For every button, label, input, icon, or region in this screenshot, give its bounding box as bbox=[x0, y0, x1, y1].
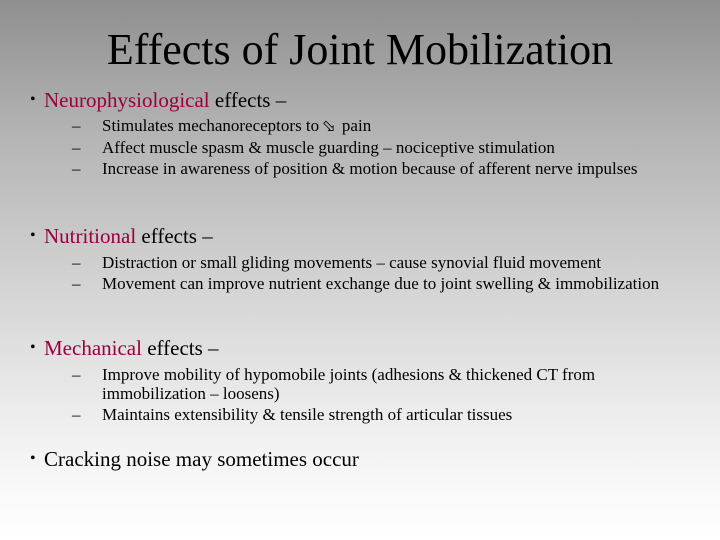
dash-icon: – bbox=[72, 365, 81, 384]
dash-icon: – bbox=[72, 159, 81, 178]
bullet-highlight: Mechanical bbox=[44, 336, 142, 360]
sub-item bbox=[72, 253, 702, 272]
dash-icon: – bbox=[72, 405, 81, 424]
bullet-icon: • bbox=[30, 91, 36, 108]
bullet-text: Cracking noise may sometimes occur bbox=[44, 447, 359, 471]
down-arrow-icon: ⇩ bbox=[318, 115, 343, 140]
bullet-text: effects – bbox=[136, 224, 213, 248]
sub-item-text: Distraction or small gliding movements – cause synovial fluid movement bbox=[102, 253, 602, 272]
sub-item bbox=[72, 365, 702, 403]
bullet-text: effects – bbox=[209, 88, 287, 112]
sub-item-text: pain bbox=[337, 116, 372, 135]
bullet-icon: • bbox=[30, 227, 36, 244]
sub-item-text: Improve mobility of hypomobile joints (adhesions & thickened CT from immobilization – loosens) bbox=[102, 365, 596, 403]
bullet-nutritional bbox=[30, 224, 213, 248]
bullet-cracking-noise bbox=[30, 447, 359, 471]
sub-item bbox=[72, 115, 702, 140]
bullet-icon: • bbox=[30, 450, 36, 467]
dash-icon: – bbox=[72, 138, 81, 157]
sub-list-mechanical bbox=[72, 365, 702, 426]
dash-icon: – bbox=[72, 274, 81, 293]
bullet-text: effects – bbox=[141, 336, 219, 360]
sub-item-text: Stimulates mechanoreceptors to bbox=[102, 116, 324, 135]
sub-item bbox=[72, 274, 702, 293]
sub-item bbox=[72, 138, 702, 157]
dash-icon: – bbox=[72, 116, 81, 135]
bullet-highlight: Nutritional bbox=[44, 224, 137, 248]
bullet-highlight: Neurophysiological bbox=[44, 88, 210, 112]
sub-item bbox=[72, 159, 702, 178]
bullet-icon: • bbox=[30, 339, 36, 356]
sub-item-text: Increase in awareness of position & motion because of afferent nerve impulses bbox=[102, 159, 638, 178]
sub-list-nutritional bbox=[72, 253, 702, 295]
dash-icon: – bbox=[72, 253, 81, 272]
sub-item-text: Affect muscle spasm & muscle guarding – nociceptive stimulation bbox=[102, 138, 555, 157]
bullet-mechanical bbox=[30, 336, 219, 360]
sub-item-text: Movement can improve nutrient exchange due to joint swelling & immobilization bbox=[102, 274, 660, 293]
sub-list-neurophysiological bbox=[72, 116, 702, 180]
sub-item-text: Maintains extensibility & tensile strength of articular tissues bbox=[102, 405, 513, 424]
bullet-neurophysiological bbox=[30, 88, 287, 112]
slide-title: Effects of Joint Mobilization bbox=[106, 25, 614, 74]
sub-item bbox=[72, 405, 702, 424]
